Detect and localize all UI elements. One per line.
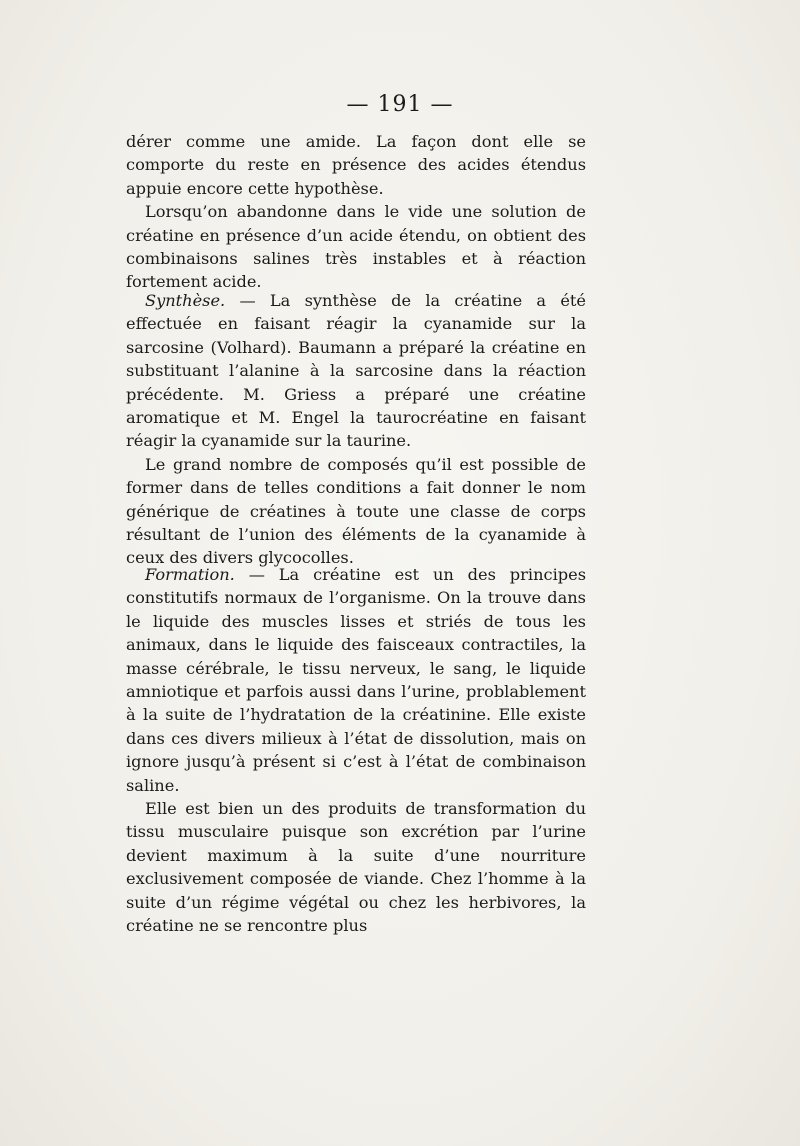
paragraph-formation <box>126 563 586 797</box>
paragraph-acid-solution: Lorsqu’on abandonne dans le vide une solution de créatine en présence d’un acide étendu, on obtient des combinaisons salines très instables et à réaction fortement acide. <box>126 202 586 292</box>
heading-synthese: Synthèse. <box>145 291 226 310</box>
formation-body: — La créatine est un des principes constitutifs normaux de l’organisme. On la trouve dans le liquide des muscles lisses et striés de tous les animaux, dans le liquide des faisceaux contractiles, la masse cérébrale, le tissu nerveux, le sang, le liquide amniotique et parfois aussi dans l’urine, problablement à la suite de l’hydratation de la créatinine. Elle existe dans ces divers milieux à l’état de dissolution, mais on ignore jusqu’à présent si c’est à l’état de combinaison saline. <box>126 565 586 795</box>
section-intro <box>126 130 586 294</box>
paragraph-creatines: Le grand nombre de composés qu’il est possible de former dans de telles conditions a fait donner le nom générique de créatines à toute une classe de corps résultant de l’union des éléments de la cyanamide à ceux des divers glycocolles. <box>126 454 586 568</box>
paragraph-synthese <box>126 289 586 453</box>
section-formation <box>126 563 586 938</box>
paragraph-amide: dérer comme une amide. La façon dont elle se comporte du reste en présence des acides étendus appuie encore cette hypothèse. <box>126 132 586 198</box>
heading-formation: Formation. <box>145 565 235 584</box>
page-number: — 191 — <box>346 92 454 117</box>
paragraph-excretion: Elle est bien un des produits de transformation du tissu musculaire puisque son excrétion par l’urine devient maximum à la suite d’une nourriture exclusivement composée de viande. Chez l’homme à la suite d’un régime végétal ou chez les herbivores, la créatine ne se rencontre plus <box>126 799 586 936</box>
section-synthese <box>126 289 586 570</box>
synthese-body: — La synthèse de la créatine a été effectuée en faisant réagir la cyanamide sur la sarcosine (Volhard). Baumann a préparé la créatine en substituant l’alanine à la sarcosine dans la réaction précédente. M. Griess a préparé une créatine aromatique et M. Engel la taurocréatine en faisant réagir la cyanamide sur la taurine. <box>126 291 586 451</box>
